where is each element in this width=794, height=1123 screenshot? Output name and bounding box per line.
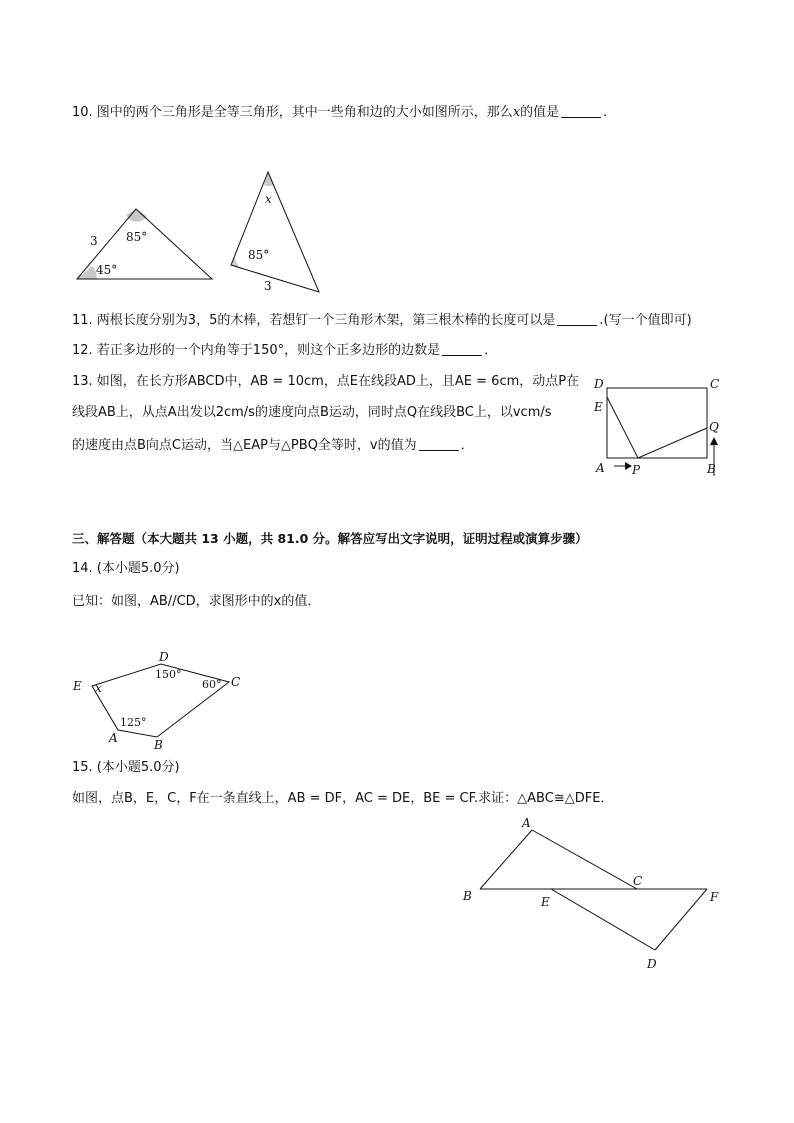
q15-header: 15. (本小题5.0分) <box>72 760 180 775</box>
segment-ac <box>532 830 637 889</box>
q10-end: ． <box>603 105 617 120</box>
q11-body: 11. 两根长度分别为3，5的木棒，若想钉一个三角形木架，第三根木棒的长度可以是 <box>72 313 556 328</box>
q10-text-b: 的值是 <box>520 105 560 120</box>
t1-top-angle-label: 85° <box>126 230 148 244</box>
q10-var: x <box>512 105 521 120</box>
q13-line-1: 13. 如图，在长方形ABCD中，AB = 10cm，点E在线段AD上，且AE = 6cm，动点P在 <box>72 374 580 389</box>
q12-body: 12. 若正多边形的一个内角等于150°，则这个正多边形的边数是 <box>72 343 441 358</box>
label-d: D <box>594 377 604 391</box>
q10-text-a: 10. 图中的两个三角形是全等三角形，其中一些角和边的大小如图所示，那么 <box>72 105 513 120</box>
angle-a-label: 125° <box>120 716 147 729</box>
label-e: E <box>541 895 550 909</box>
angle-c-label: 60° <box>202 678 222 691</box>
section-3-title: 三、解答题（本大题共 13 小题，共 81.0 分。解答应写出文字说明，证明过程或演算步骤） <box>72 531 588 546</box>
angle-d-label: 150° <box>155 668 182 681</box>
t2-left-angle-label: 85° <box>248 248 270 262</box>
label-b: B <box>463 889 472 903</box>
label-c: C <box>710 377 720 391</box>
label-d: D <box>159 650 169 664</box>
segment-df <box>655 889 707 950</box>
q13-line-3-body: 的速度由点B向点C运动，当△EAP与△PBQ全等时，v的值为 <box>72 438 417 453</box>
t2-top-angle-label: x <box>265 192 272 206</box>
q12-end: ． <box>484 343 498 358</box>
q13-line-2: 线段AB上，从点A出发以2cm/s的速度向点B运动，同时点Q在线段BC上，以vcm/s <box>72 405 552 420</box>
label-a: A <box>522 816 531 830</box>
label-c: C <box>231 675 241 689</box>
label-a: A <box>596 461 605 475</box>
label-d: D <box>647 957 657 971</box>
q15-text: 如图，点B，E，C，F在一条直线上，AB = DF，AC = DE，BE = CF.求证：△ABC≅△DFE． <box>72 791 614 806</box>
t2-side-label: 3 <box>264 279 272 293</box>
label-a: A <box>109 731 118 745</box>
segment-ed <box>551 889 655 950</box>
t1-side-label: 3 <box>90 234 98 248</box>
q14-text: 已知：如图，AB//CD，求图形中的x的值． <box>72 594 321 609</box>
q11-end: .(写一个值即可) <box>599 313 692 328</box>
label-b: B <box>154 738 163 752</box>
q13-end: ． <box>460 438 474 453</box>
angle-x-label: x <box>95 681 102 695</box>
label-q: Q <box>709 420 719 434</box>
label-c: C <box>633 874 643 888</box>
label-e: E <box>73 679 82 693</box>
t1-left-angle-label: 45° <box>96 263 118 277</box>
label-e: E <box>594 400 603 414</box>
segment-ab <box>480 830 532 889</box>
label-p: P <box>632 463 641 477</box>
q14-header: 14. (本小题5.0分) <box>72 561 180 576</box>
label-f: F <box>710 890 719 904</box>
label-b: B <box>707 462 716 476</box>
